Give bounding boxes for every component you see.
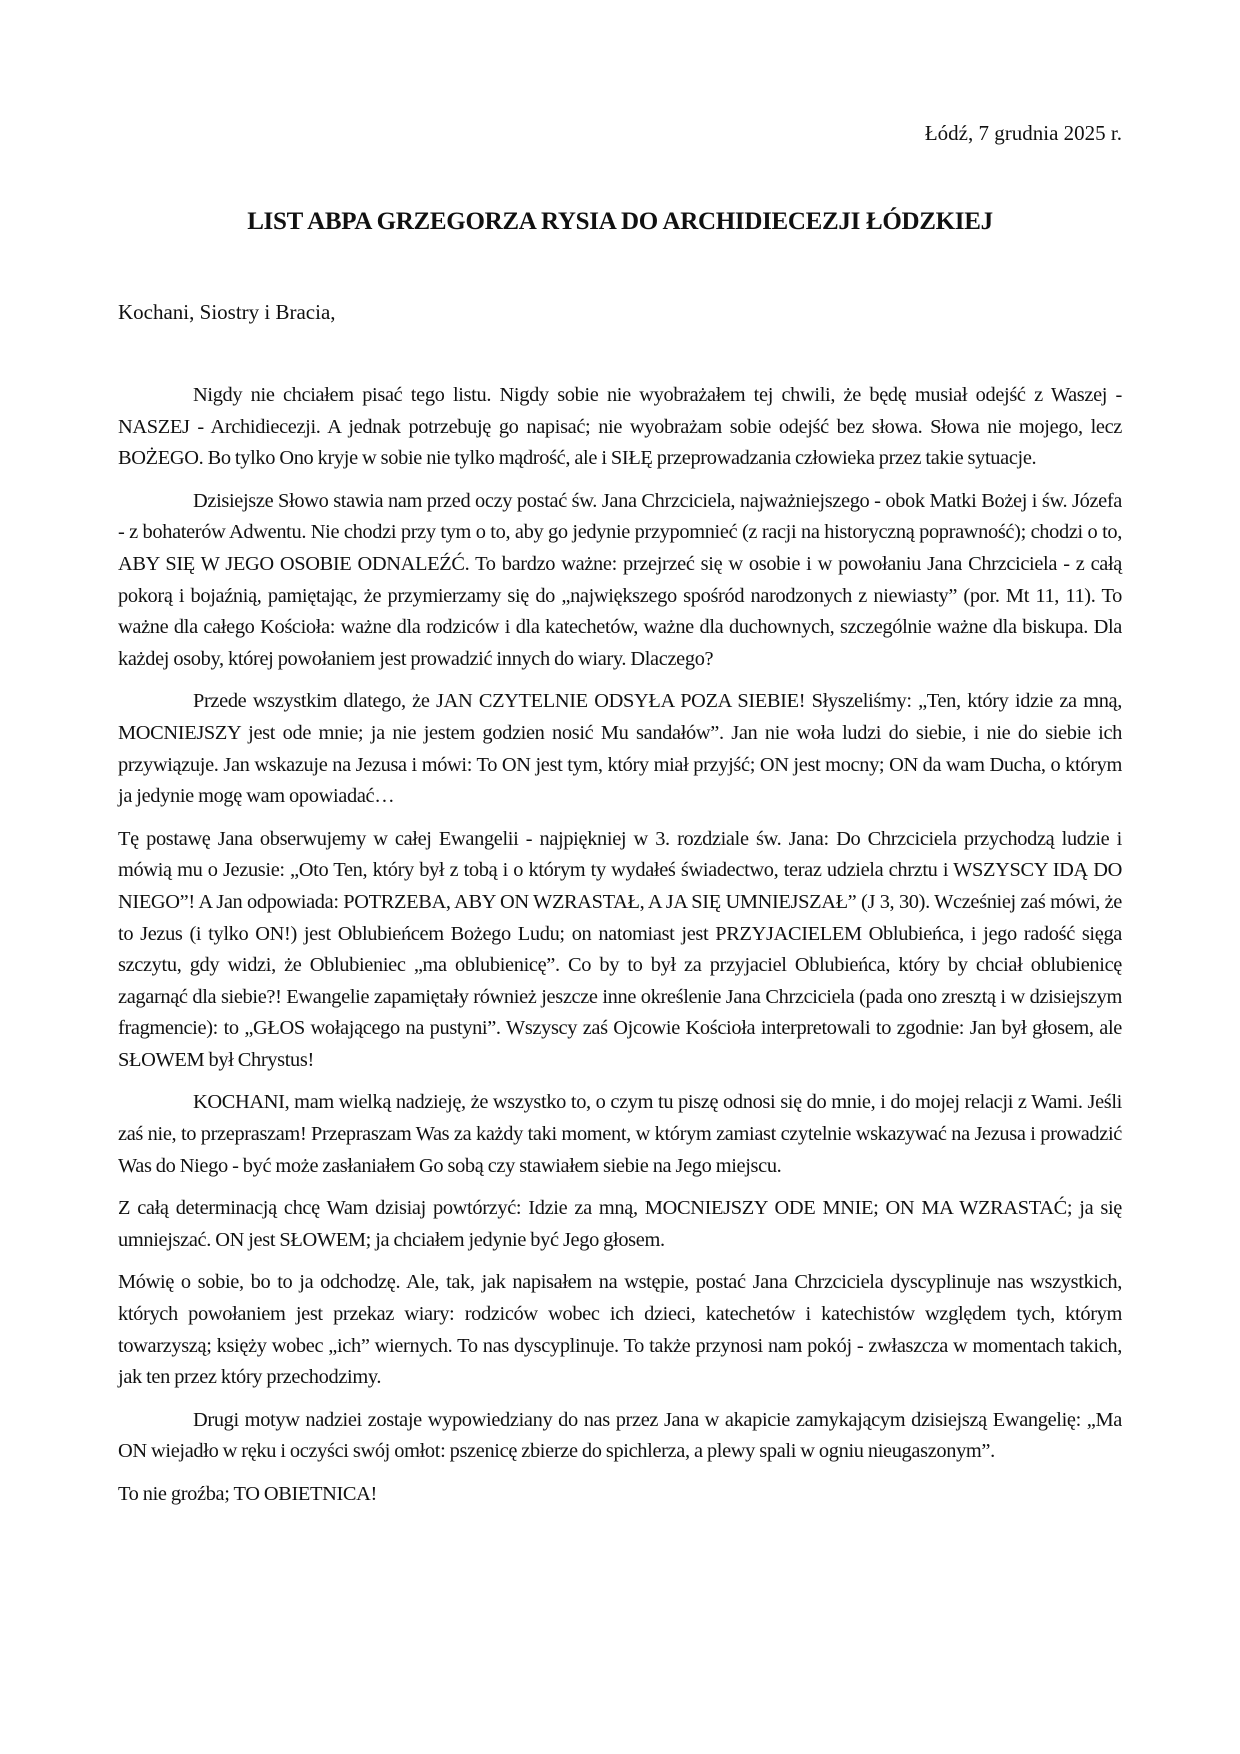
greeting: Kochani, Siostry i Bracia, (118, 300, 336, 324)
paragraph-7: Mówię o sobie, bo to ja odchodzę. Ale, tak, jak napisałem na wstępie, postać Jana Chrzciciela dyscyplinuje nas wszystkich, których powołaniem jest przekaz wiary: rodziców wobec ich dzieci, katechetów i katechistów względem tych, którym towarzyszą; księży wobec „ich” wiernych. To nas dyscyplinuje. To także przynosi nam pokój - zwłaszcza w momentach takich, jak ten przez który przechodzimy. (118, 1271, 1122, 1389)
letter-body (118, 380, 1122, 1522)
letter-title: LIST ABPA GRZEGORZA RYSIA DO ARCHIDIECEZJI ŁÓDZKIEJ (247, 208, 993, 235)
paragraph-6: Z całą determinacją chcę Wam dzisiaj powtórzyć: Idzie za mną, MOCNIEJSZY ODE MNIE; ON MA WZRASTAĆ; ja się umniejszać. ON jest SŁOWEM; ja chciałem jedynie być Jego głosem. (118, 1197, 1122, 1251)
paragraph-9: To nie groźba; TO OBIETNICA! (118, 1483, 377, 1505)
paragraph-1: Nigdy nie chciałem pisać tego listu. Nigdy sobie nie wyobrażałem tej chwili, że będę musiał odejść z Waszej - NASZEJ - Archidiecezji. A jednak potrzebuję go napisać; nie wyobrażam sobie odejść bez słowa. Słowa nie mojego, lecz BOŻEGO. Bo tylko Ono kryje w sobie nie tylko mądrość, ale i SIŁĘ przeprowadzania człowieka przez takie sytuacje. (118, 384, 1122, 470)
paragraph-4: Tę postawę Jana obserwujemy w całej Ewangelii - najpiękniej w 3. rozdziale św. Jana: Do Chrzciciela przychodzą ludzie i mówią mu o Jezusie: „Oto Ten, który był z tobą i o którym ty wydałeś świadectwo, teraz udziela chrztu i WSZYSCY IDĄ DO NIEGO”! A Jan odpowiada: POTRZEBA, ABY ON WZRASTAŁ, A JA SIĘ UMNIEJSZAŁ” (J 3, 30). Wcześniej zaś mówi, że to Jezus (i tylko ON!) jest Oblubieńcem Bożego Ludu; on natomiast jest PRZYJACIELEM Oblubieńca, i jego radość sięga szczytu, gdy widzi, że Oblubieniec „ma oblubienicę”. Co by to był za przyjaciel Oblubieńca, który by chciał oblubienicę zagarnąć dla siebie?! Ewangelie zapamiętały również jeszcze inne określenie Jana Chrzciciela (pada ono zresztą i w dzisiejszym fragmencie): to „GŁOS wołającego na pustyni”. Wszyscy zaś Ojcowie Kościoła interpretowali to zgodnie: Jan był głosem, ale SŁOWEM był Chrystus! (118, 827, 1122, 1071)
paragraph-2: Dzisiejsze Słowo stawia nam przed oczy postać św. Jana Chrzciciela, najważniejszego - obok Matki Bożej i św. Józefa - z bohaterów Adwentu. Nie chodzi przy tym o to, aby go jedynie przypomnieć (z racji na historyczną poprawność); chodzi o to, ABY SIĘ W JEGO OSOBIE ODNALEŹĆ. To bardzo ważne: przejrzeć się w osobie i w powołaniu Jana Chrzciciela - z całą pokorą i bojaźnią, pamiętając, że przymierzamy się do „największego spośród narodzonych z niewiasty” (por. Mt 11, 11). To ważne dla całego Kościoła: ważne dla rodziców i dla katechetów, ważne dla duchownych, szczególnie ważne dla biskupa. Dla każdej osoby, której powołaniem jest prowadzić innych do wiary. Dlaczego? (118, 489, 1122, 670)
paragraph-3: Przede wszystkim dlatego, że JAN CZYTELNIE ODSYŁA POZA SIEBIE! Słyszeliśmy: „Ten, który idzie za mną, MOCNIEJSZY jest ode mnie; ja nie jestem godzien nosić Mu sandałów”. Jan nie woła ludzi do siebie, i nie do siebie ich przywiązuje. Jan wskazuje na Jezusa i mówi: To ON jest tym, który miał przyjść; ON jest mocny; ON da wam Ducha, o którym ja jedynie mogę wam opowiadać… (118, 690, 1122, 808)
paragraph-8: Drugi motyw nadziei zostaje wypowiedziany do nas przez Jana w akapicie zamykającym dzisiejszą Ewangelię: „Ma ON wiejadło w ręku i oczyści swój omłot: pszenicę zbierze do spichlerza, a plewy spali w ogniu nieugaszonym”. (118, 1408, 1122, 1463)
paragraph-5: KOCHANI, mam wielką nadzieję, że wszystko to, o czym tu piszę odnosi się do mnie, i do mojej relacji z Wami. Jeśli zaś nie, to przepraszam! Przepraszam Was za każdy taki moment, w którym zamiast czytelnie wskazywać na Jezusa i prowadzić Was do Niego - być może zasłaniałem Go sobą czy stawiałem siebie na Jego miejscu. (118, 1091, 1122, 1177)
place-date: Łódź, 7 grudnia 2025 r. (924, 121, 1122, 145)
